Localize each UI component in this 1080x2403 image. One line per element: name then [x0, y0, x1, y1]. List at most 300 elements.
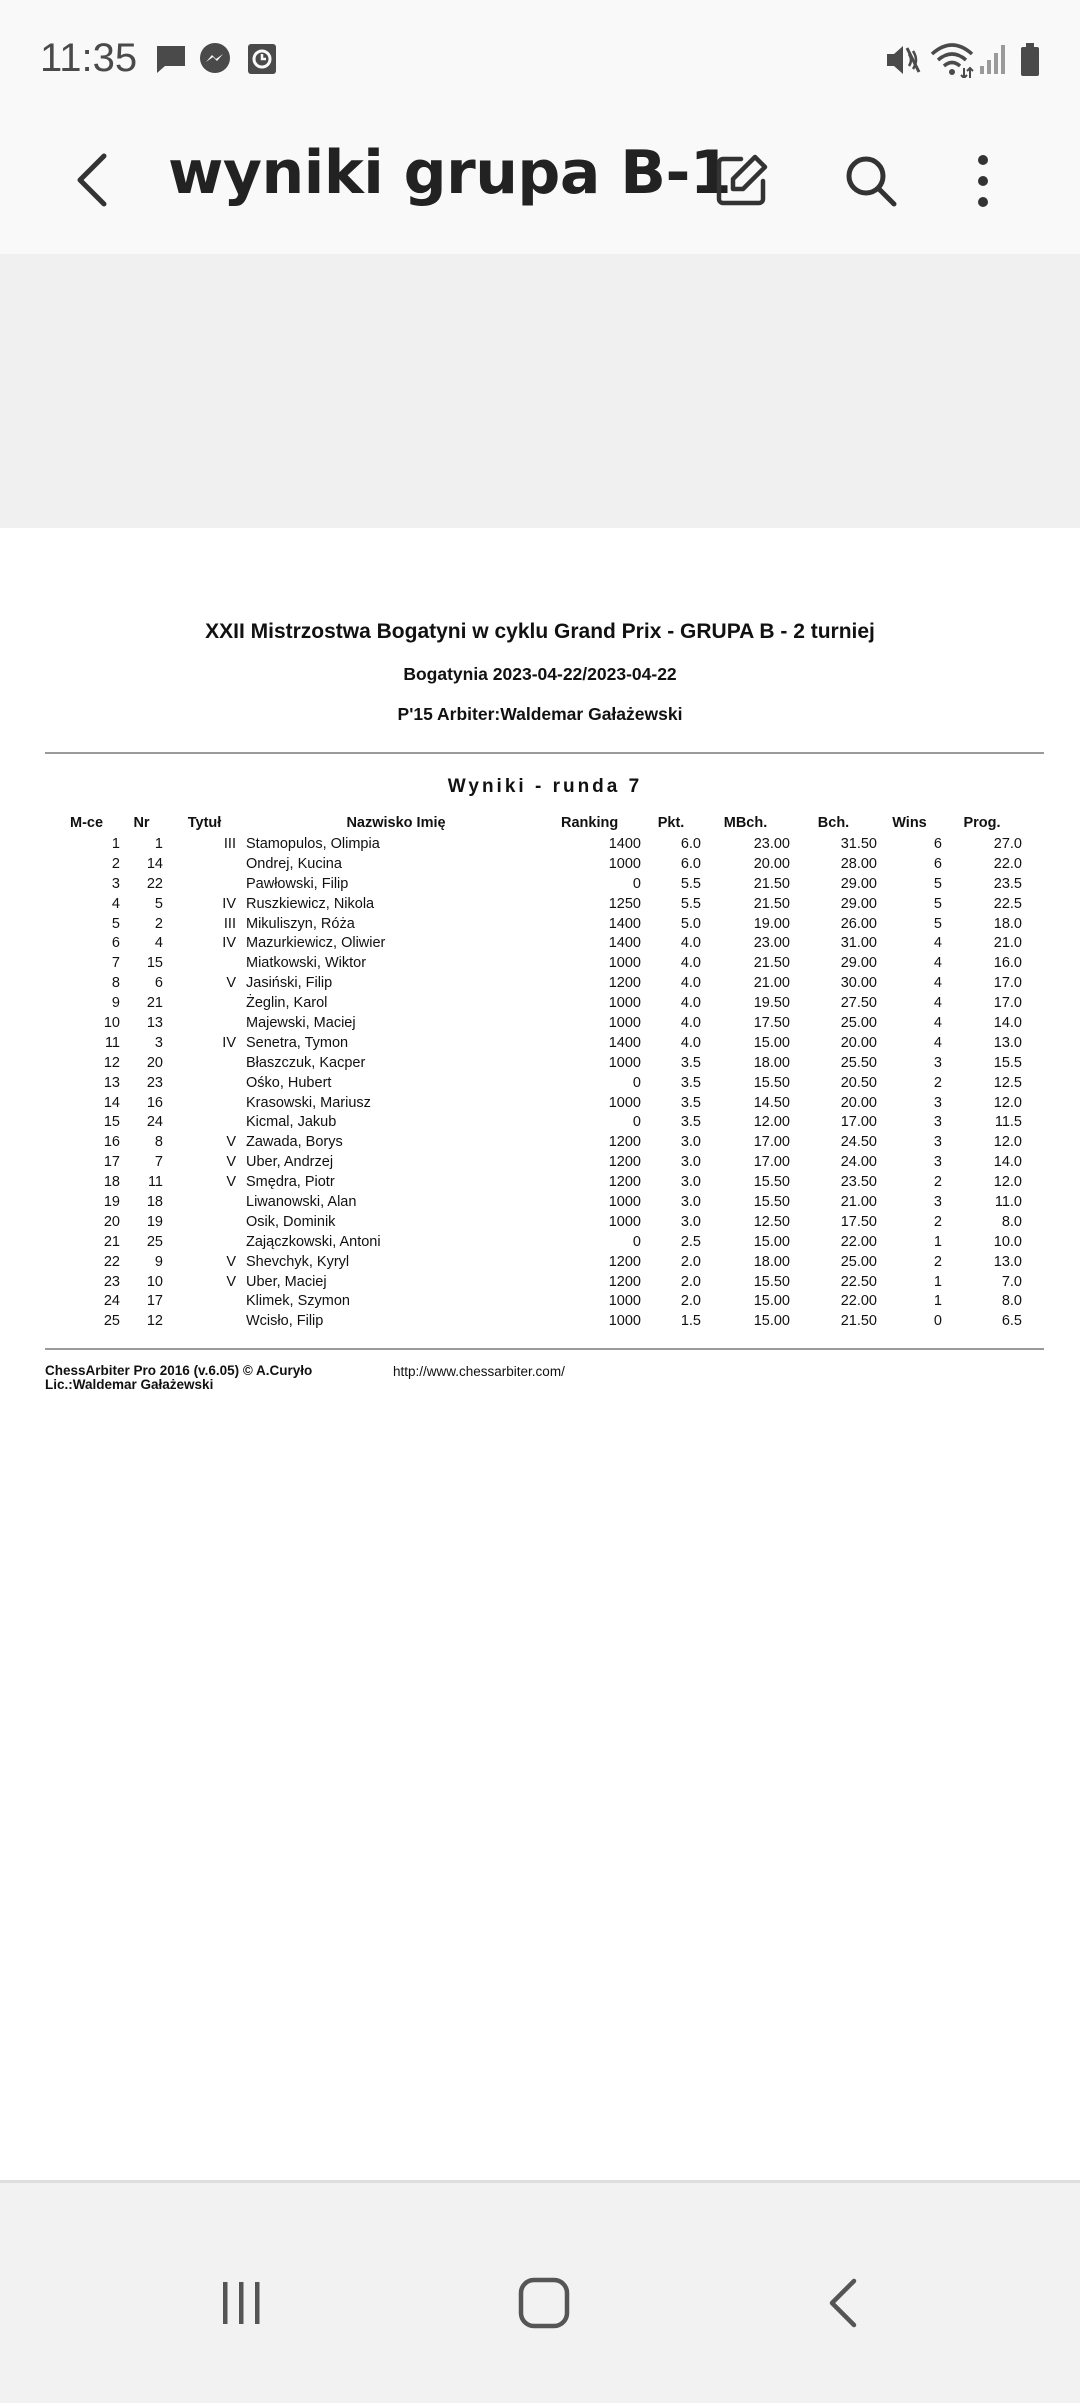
mbch-cell: 15.00: [753, 1313, 790, 1330]
number-cell: 24: [146, 1114, 163, 1131]
back-icon: [820, 2275, 870, 2331]
prog-cell: 12.0: [993, 1094, 1022, 1111]
title-cell: [163, 1291, 246, 1311]
points-cell: 5.5: [680, 875, 701, 892]
column-header: MBch.: [723, 815, 768, 831]
mbch-cell: 12.50: [753, 1213, 790, 1230]
bch-cell: 31.50: [840, 835, 877, 852]
points-cell: 4.0: [680, 995, 701, 1012]
ranking-cell: 1200: [608, 1134, 641, 1151]
wins-cell: 1: [933, 1273, 942, 1290]
number-cell: 13: [146, 1014, 163, 1031]
title-cell: IV: [222, 895, 236, 912]
number-cell: 25: [146, 1233, 163, 1250]
mbch-cell: 17.00: [753, 1154, 790, 1171]
points-cell: 3.0: [680, 1193, 701, 1210]
ranking-cell: 1000: [608, 1193, 641, 1210]
points-cell: 4.0: [680, 1014, 701, 1031]
bch-cell: 22.00: [840, 1293, 877, 1310]
points-cell: 3.0: [680, 1154, 701, 1171]
title-cell: [163, 1192, 246, 1212]
place-cell: 3: [111, 875, 120, 892]
signal-icon: [978, 42, 1008, 76]
table-row: [45, 1112, 1022, 1132]
points-cell: 2.0: [680, 1253, 701, 1270]
ranking-cell: 1200: [608, 1273, 641, 1290]
ranking-cell: 1000: [608, 1293, 641, 1310]
more-options-button[interactable]: [938, 136, 1028, 226]
mbch-cell: 15.00: [753, 1034, 790, 1051]
name-cell: Ondrej, Kucina: [246, 855, 342, 872]
points-cell: 3.0: [680, 1174, 701, 1191]
name-cell: Mikuliszyn, Róża: [246, 915, 355, 932]
ranking-cell: 1000: [608, 1213, 641, 1230]
number-cell: 15: [146, 955, 163, 972]
number-cell: 18: [146, 1193, 163, 1210]
column-header: Nr: [133, 815, 150, 831]
wins-cell: 1: [933, 1233, 942, 1250]
title-cell: IV: [222, 935, 236, 952]
ranking-cell: 1000: [608, 1014, 641, 1031]
points-cell: 3.5: [680, 1114, 701, 1131]
table-row: [45, 1232, 1022, 1252]
footer-credits: [45, 1364, 312, 1392]
bch-cell: 24.50: [840, 1134, 877, 1151]
name-cell: Błaszczuk, Kacper: [246, 1054, 366, 1071]
prog-cell: 14.0: [993, 1014, 1022, 1031]
title-cell: V: [226, 1134, 236, 1151]
ranking-cell: 1400: [608, 935, 641, 952]
prog-cell: 21.0: [993, 935, 1022, 952]
title-cell: V: [226, 1273, 236, 1290]
prog-cell: 7.0: [1001, 1273, 1022, 1290]
wins-cell: 6: [933, 835, 942, 852]
search-icon: [841, 151, 901, 211]
mbch-cell: 17.00: [753, 1134, 790, 1151]
table-row: [45, 1152, 1022, 1172]
wins-cell: 4: [933, 1014, 942, 1031]
wins-cell: 2: [933, 1253, 942, 1270]
number-cell: 8: [154, 1134, 163, 1151]
table-row: [45, 854, 1022, 874]
mbch-cell: 21.50: [753, 875, 790, 892]
number-cell: 14: [146, 855, 163, 872]
table-row: [45, 1073, 1022, 1093]
ranking-cell: 1400: [608, 915, 641, 932]
title-cell: IV: [222, 1034, 236, 1051]
table-row: [45, 1093, 1022, 1113]
home-button[interactable]: [494, 2263, 594, 2343]
name-cell: Liwanowski, Alan: [246, 1193, 357, 1210]
prog-cell: 16.0: [993, 955, 1022, 972]
number-cell: 16: [146, 1094, 163, 1111]
table-row: [45, 973, 1022, 993]
place-cell: 15: [103, 1114, 120, 1131]
app-bar: [0, 110, 1080, 255]
name-cell: Jasiński, Filip: [246, 975, 333, 992]
number-cell: 11: [147, 1174, 163, 1191]
prog-cell: 18.0: [993, 915, 1022, 932]
points-cell: 2.0: [680, 1273, 701, 1290]
mbch-cell: 18.00: [753, 1253, 790, 1270]
name-cell: Wcisło, Filip: [246, 1313, 324, 1330]
wins-cell: 2: [933, 1074, 942, 1091]
bch-cell: 22.00: [840, 1233, 877, 1250]
title-cell: V: [226, 1174, 236, 1191]
number-cell: 23: [146, 1074, 163, 1091]
place-cell: 22: [103, 1253, 120, 1270]
place-cell: 16: [103, 1134, 120, 1151]
column-header: Bch.: [817, 815, 850, 831]
bch-cell: 30.00: [840, 975, 877, 992]
place-cell: 7: [111, 955, 120, 972]
place-cell: 11: [104, 1034, 120, 1051]
nav-back-button[interactable]: [795, 2263, 895, 2343]
number-cell: 10: [146, 1273, 163, 1290]
table-row: [45, 874, 1022, 894]
place-cell: 6: [111, 935, 120, 952]
wins-cell: 4: [933, 935, 942, 952]
title-cell: V: [226, 1253, 236, 1270]
number-cell: 3: [154, 1034, 163, 1051]
place-cell: 5: [111, 915, 120, 932]
column-header: Ranking: [561, 815, 619, 831]
navigation-bar: [0, 2180, 1080, 2403]
table-row: [45, 834, 1022, 854]
name-cell: Majewski, Maciej: [246, 1014, 356, 1031]
mbch-cell: 21.00: [753, 975, 790, 992]
bch-cell: 22.50: [840, 1273, 877, 1290]
table-row: [45, 1311, 1022, 1331]
wins-cell: 3: [933, 1114, 942, 1131]
prog-cell: 22.0: [993, 855, 1022, 872]
mbch-cell: 19.00: [753, 915, 790, 932]
place-cell: 25: [103, 1313, 120, 1330]
ranking-cell: 0: [632, 1114, 641, 1131]
title-cell: [163, 1311, 246, 1331]
bch-cell: 25.00: [840, 1014, 877, 1031]
title-cell: [163, 1232, 246, 1252]
prog-cell: 6.5: [1001, 1313, 1022, 1330]
title-cell: [163, 1053, 246, 1073]
edit-icon: [711, 151, 771, 211]
bch-cell: 29.00: [840, 955, 877, 972]
name-cell: Pawłowski, Filip: [246, 875, 349, 892]
wins-cell: 3: [933, 1134, 942, 1151]
name-cell: Zawada, Borys: [246, 1134, 343, 1151]
prog-cell: 12.0: [993, 1174, 1022, 1191]
wifi-icon: [930, 42, 974, 78]
title-cell: V: [226, 1154, 236, 1171]
place-cell: 8: [111, 975, 120, 992]
ranking-cell: 1400: [608, 1034, 641, 1051]
bch-cell: 24.00: [840, 1154, 877, 1171]
bch-cell: 27.50: [840, 995, 877, 1012]
ranking-cell: 1200: [608, 975, 641, 992]
wins-cell: 6: [933, 855, 942, 872]
recent-apps-button[interactable]: [192, 2263, 292, 2343]
more-options-icon: [973, 151, 993, 211]
table-row: [45, 1272, 1022, 1292]
table-row: [45, 1291, 1022, 1311]
points-cell: 4.0: [680, 1034, 701, 1051]
bch-cell: 28.00: [840, 855, 877, 872]
wins-cell: 4: [933, 955, 942, 972]
place-cell: 20: [103, 1213, 120, 1230]
title-cell: III: [223, 835, 236, 852]
mbch-cell: 23.00: [753, 935, 790, 952]
wins-cell: 3: [933, 1094, 942, 1111]
place-cell: 10: [103, 1014, 120, 1031]
number-cell: 4: [154, 935, 163, 952]
number-cell: 5: [154, 895, 163, 912]
points-cell: 2.0: [680, 1293, 701, 1310]
prog-cell: 8.0: [1001, 1293, 1022, 1310]
ranking-cell: 1000: [608, 1054, 641, 1071]
wins-cell: 1: [933, 1293, 942, 1310]
name-cell: Shevchyk, Kyryl: [246, 1253, 350, 1270]
table-row: [45, 1192, 1022, 1212]
place-cell: 2: [111, 855, 120, 872]
wins-cell: 2: [933, 1213, 942, 1230]
mbch-cell: 12.00: [753, 1114, 790, 1131]
prog-cell: 15.5: [993, 1054, 1022, 1071]
ranking-cell: 1000: [608, 855, 641, 872]
results-table: [45, 812, 1022, 1331]
ranking-cell: 1000: [608, 995, 641, 1012]
title-cell: III: [223, 915, 236, 932]
column-header: Wins: [892, 815, 927, 831]
prog-cell: 13.0: [993, 1034, 1022, 1051]
name-cell: Zajączkowski, Antoni: [246, 1233, 381, 1250]
mbch-cell: 15.50: [753, 1174, 790, 1191]
mbch-cell: 21.50: [753, 895, 790, 912]
column-header: Prog.: [963, 815, 1001, 831]
prog-cell: 17.0: [993, 975, 1022, 992]
divider: [45, 752, 1044, 754]
wins-cell: 3: [933, 1193, 942, 1210]
place-cell: 1: [111, 835, 120, 852]
wins-cell: 4: [933, 975, 942, 992]
mbch-cell: 15.00: [753, 1293, 790, 1310]
results-title: Wyniki - runda 7: [447, 776, 643, 797]
mbch-cell: 15.50: [753, 1193, 790, 1210]
name-cell: Kicmal, Jakub: [246, 1114, 337, 1131]
bch-cell: 21.00: [840, 1193, 877, 1210]
prog-cell: 22.5: [993, 895, 1022, 912]
bch-cell: 20.50: [840, 1074, 877, 1091]
prog-cell: 11.5: [994, 1114, 1022, 1131]
name-cell: Smędra, Piotr: [246, 1174, 335, 1191]
prog-cell: 17.0: [993, 995, 1022, 1012]
number-cell: 2: [154, 915, 163, 932]
mbch-cell: 17.50: [753, 1014, 790, 1031]
bch-cell: 31.00: [840, 935, 877, 952]
footer-url: http://www.chessarbiter.com/: [393, 1364, 565, 1379]
wins-cell: 5: [933, 875, 942, 892]
messenger-icon: [198, 42, 232, 76]
number-cell: 20: [146, 1054, 163, 1071]
wins-cell: 5: [933, 895, 942, 912]
title-cell: [163, 1093, 246, 1113]
prog-cell: 12.0: [993, 1134, 1022, 1151]
prog-cell: 23.5: [993, 875, 1022, 892]
name-cell: Klimek, Szymon: [246, 1293, 350, 1310]
back-button[interactable]: [60, 140, 130, 220]
search-button[interactable]: [826, 136, 916, 226]
table-row: [45, 1013, 1022, 1033]
ranking-cell: 1000: [608, 1313, 641, 1330]
title-cell: [163, 993, 246, 1013]
title-cell: V: [226, 975, 236, 992]
place-cell: 23: [103, 1273, 120, 1290]
footer-software: ChessArbiter Pro 2016 (v.6.05) © A.Curyło: [45, 1363, 313, 1378]
table-row: [45, 933, 1022, 953]
place-cell: 19: [103, 1193, 120, 1210]
table-row: [45, 993, 1022, 1013]
ranking-cell: 1200: [608, 1154, 641, 1171]
number-cell: 19: [146, 1213, 163, 1230]
table-row: [45, 1132, 1022, 1152]
mbch-cell: 15.50: [753, 1074, 790, 1091]
title-cell: [163, 874, 246, 894]
points-cell: 2.5: [680, 1233, 701, 1250]
chevron-left-icon: [60, 140, 130, 220]
mbch-cell: 20.00: [753, 855, 790, 872]
document-viewer-margin: [0, 254, 1080, 528]
ranking-cell: 1000: [608, 1094, 641, 1111]
place-cell: 13: [103, 1074, 120, 1091]
battery-icon: [1018, 42, 1042, 78]
bch-cell: 23.50: [840, 1174, 877, 1191]
table-row: [45, 953, 1022, 973]
recent-apps-icon: [217, 2278, 267, 2328]
table-row: [45, 914, 1022, 934]
title-cell: [163, 1212, 246, 1232]
prog-cell: 13.0: [993, 1253, 1022, 1270]
divider: [45, 1348, 1044, 1350]
table-row: [45, 894, 1022, 914]
points-cell: 3.5: [680, 1054, 701, 1071]
place-cell: 4: [111, 895, 120, 912]
wins-cell: 3: [933, 1054, 942, 1071]
prog-cell: 10.0: [993, 1233, 1022, 1250]
status-clock: 11:35: [40, 36, 138, 80]
number-cell: 21: [146, 995, 163, 1012]
edit-button[interactable]: [696, 136, 786, 226]
table-row: [45, 1212, 1022, 1232]
wins-cell: 5: [933, 915, 942, 932]
name-cell: Stamopulos, Olimpia: [246, 835, 380, 852]
bch-cell: 17.50: [840, 1213, 877, 1230]
name-cell: Ruszkiewicz, Nikola: [246, 895, 375, 912]
prog-cell: 8.0: [1001, 1213, 1022, 1230]
mbch-cell: 15.50: [753, 1273, 790, 1290]
clock-app-icon: [246, 42, 278, 76]
points-cell: 4.0: [680, 955, 701, 972]
home-icon: [516, 2275, 572, 2331]
status-bar: [0, 0, 1080, 110]
bch-cell: 20.00: [840, 1094, 877, 1111]
points-cell: 4.0: [680, 935, 701, 952]
bch-cell: 26.00: [840, 915, 877, 932]
bch-cell: 29.00: [840, 895, 877, 912]
footer-license: Lic.:Waldemar Gałażewski: [45, 1377, 214, 1392]
name-cell: Senetra, Tymon: [246, 1034, 349, 1051]
table-row: [45, 1053, 1022, 1073]
wins-cell: 4: [933, 1034, 942, 1051]
place-cell: 21: [103, 1233, 120, 1250]
place-cell: 17: [103, 1154, 120, 1171]
points-cell: 3.0: [680, 1134, 701, 1151]
wins-cell: 3: [933, 1154, 942, 1171]
results-body: [45, 834, 1022, 1331]
number-cell: 12: [146, 1313, 163, 1330]
name-cell: Żeglin, Karol: [246, 995, 328, 1012]
prog-cell: 14.0: [993, 1154, 1022, 1171]
document-page[interactable]: [0, 528, 1080, 2180]
mbch-cell: 15.00: [753, 1233, 790, 1250]
mbch-cell: 21.50: [753, 955, 790, 972]
points-cell: 3.5: [680, 1074, 701, 1091]
name-cell: Uber, Maciej: [246, 1273, 327, 1290]
document-arbiter: P'15 Arbiter:Waldemar Gałażewski: [397, 704, 683, 724]
number-cell: 7: [154, 1154, 163, 1171]
points-cell: 6.0: [680, 855, 701, 872]
ranking-cell: 1200: [608, 1174, 641, 1191]
ranking-cell: 1400: [608, 835, 641, 852]
ranking-cell: 1000: [608, 955, 641, 972]
bch-cell: 21.50: [840, 1313, 877, 1330]
column-header: Pkt.: [657, 815, 685, 831]
points-cell: 3.5: [680, 1094, 701, 1111]
name-cell: Mazurkiewicz, Oliwier: [246, 935, 386, 952]
bch-cell: 25.00: [840, 1253, 877, 1270]
column-header: Tytuł: [187, 815, 222, 831]
mute-icon: [884, 42, 922, 78]
bch-cell: 25.50: [840, 1054, 877, 1071]
mbch-cell: 14.50: [753, 1094, 790, 1111]
bch-cell: 29.00: [840, 875, 877, 892]
points-cell: 6.0: [680, 835, 701, 852]
points-cell: 1.5: [680, 1313, 701, 1330]
title-cell: [163, 1073, 246, 1093]
number-cell: 9: [154, 1253, 163, 1270]
prog-cell: 12.5: [993, 1074, 1022, 1091]
results-header-row: [45, 812, 1022, 834]
ranking-cell: 0: [632, 1074, 641, 1091]
number-cell: 6: [154, 975, 163, 992]
name-cell: Osik, Dominik: [246, 1213, 336, 1230]
document-heading: XXII Mistrzostwa Bogatyni w cyklu Grand Prix - GRUPA B - 2 turniej: [205, 620, 875, 643]
points-cell: 5.0: [680, 915, 701, 932]
column-header: Nazwisko Imię: [346, 815, 446, 831]
prog-cell: 11.0: [994, 1193, 1022, 1210]
number-cell: 22: [146, 875, 163, 892]
ranking-cell: 1200: [608, 1253, 641, 1270]
title-cell: [163, 1112, 246, 1132]
place-cell: 18: [103, 1174, 120, 1191]
mbch-cell: 19.50: [753, 995, 790, 1012]
mbch-cell: 23.00: [753, 835, 790, 852]
name-cell: Ośko, Hubert: [246, 1074, 332, 1091]
wins-cell: 0: [933, 1313, 942, 1330]
prog-cell: 27.0: [993, 835, 1022, 852]
page-title: wyniki grupa B-1: [168, 138, 732, 208]
table-row: [45, 1252, 1022, 1272]
document-place-date: Bogatynia 2023-04-22/2023-04-22: [403, 664, 677, 684]
points-cell: 3.0: [680, 1213, 701, 1230]
